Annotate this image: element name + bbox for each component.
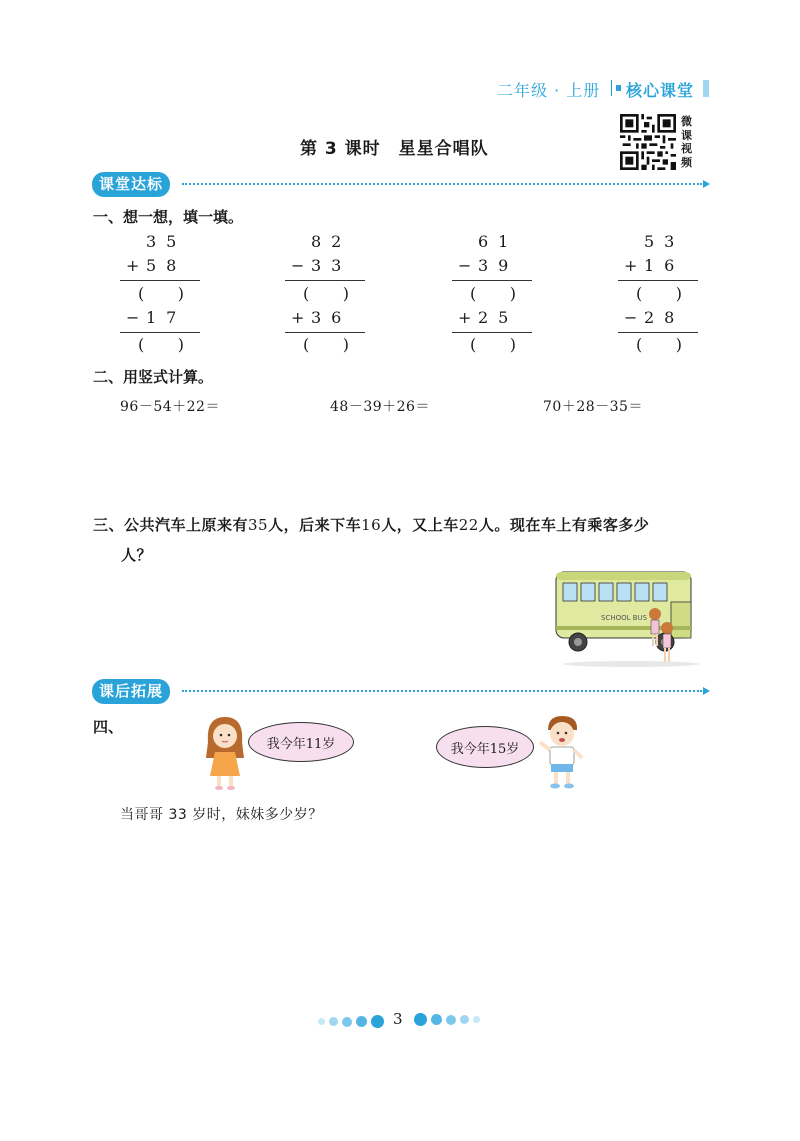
problem-operand: 36 [311,308,352,327]
answer-blank[interactable]: ( ) [303,335,349,354]
answer-blank[interactable]: ( ) [138,284,184,303]
problem-operator: + [624,256,638,275]
grade-label: 二年级 · 上册 [497,81,601,100]
answer-blank[interactable]: ( ) [470,335,516,354]
answer-blank[interactable]: ( ) [470,284,516,303]
bus-sign: SCHOOL BUS [601,614,648,622]
qr-caption [681,115,695,169]
footer-dot [318,1018,325,1025]
answer-blank[interactable]: ( ) [636,335,682,354]
q3-number: 22 [458,516,479,534]
problem-operator: − [126,308,140,327]
q3-text: 人。现在车上有乘客多少 [478,516,650,534]
q3-text: 人，又上车 [381,516,459,534]
problem-operator: + [291,308,305,327]
q1-heading: 一、想一想，填一填。 [93,208,244,226]
boy-speech-bubble: 我今年15岁 [436,726,534,768]
footer-dot [473,1016,480,1023]
page-number: 3 [393,1010,403,1028]
course-label: 核心课堂 [626,81,695,100]
answer-blank[interactable]: ( ) [303,284,349,303]
arrow-right-icon [703,180,710,188]
q3-text-line2: 人？ [121,546,153,564]
header-marker [616,85,621,91]
expression-1: 96－54＋22＝ [120,399,220,415]
qr-caption-char: 微 [681,115,692,128]
problem-operand: 17 [146,308,187,327]
problem-top-number: 35 [146,232,187,251]
problem-operand: 28 [644,308,685,327]
problem-operator: − [458,256,472,275]
q3-number: 35 [248,516,269,534]
problem-operand: 33 [311,256,352,275]
problem-operator: + [458,308,472,327]
qr-caption-char: 频 [681,155,692,169]
boy-illustration [534,712,590,792]
q3-question [93,510,649,570]
answer-blank[interactable]: ( ) [138,335,184,354]
footer-dot [431,1014,442,1025]
footer-dot [329,1017,338,1026]
q2-heading: 二、用竖式计算。 [93,368,214,386]
section-banner-class: 课堂达标 [92,172,170,197]
problem-operand: 39 [478,256,519,275]
header-accent-bar [703,80,709,97]
problem-top-number: 53 [644,232,685,251]
lesson-title: 第 3 课时 星星合唱队 [300,139,489,159]
q3-number: 16 [361,516,382,534]
section-banner-after: 课后拓展 [92,679,170,704]
footer-dots-left [318,1015,384,1028]
problem-operator: + [126,256,140,275]
qr-code-icon[interactable] [620,114,676,170]
q4-heading: 四、 [93,718,124,736]
qr-caption-char: 视 [681,142,692,155]
school-bus-illustration [553,568,703,668]
problem-operand: 25 [478,308,519,327]
q4-question: 当哥哥 33 岁时，妹妹多少岁？ [120,807,323,823]
footer-dot [460,1015,469,1024]
expression-3: 70＋28－35＝ [543,399,643,415]
girl-illustration [200,712,250,792]
q3-text: 三、公共汽车上原来有 [93,516,249,534]
section-divider [182,183,702,185]
header-divider [611,80,612,96]
problem-top-number: 82 [311,232,352,251]
footer-dot [356,1016,367,1027]
problem-operand: 58 [146,256,187,275]
expression-2: 48－39＋26＝ [330,399,430,415]
q3-text: 人，后来下车 [268,516,362,534]
problem-operand: 16 [644,256,685,275]
footer-dot [446,1015,456,1025]
problem-operator: − [291,256,305,275]
girl-speech-bubble: 我今年11岁 [248,722,354,762]
qr-caption-char: 课 [681,128,692,142]
footer-dot [342,1017,352,1027]
problem-top-number: 61 [478,232,519,251]
problem-operator: − [624,308,638,327]
section-divider [182,690,702,692]
arrow-right-icon [703,687,710,695]
footer-dot [414,1013,427,1026]
answer-blank[interactable]: ( ) [636,284,682,303]
footer-dot [371,1015,384,1028]
footer-dots-right [414,1013,480,1026]
